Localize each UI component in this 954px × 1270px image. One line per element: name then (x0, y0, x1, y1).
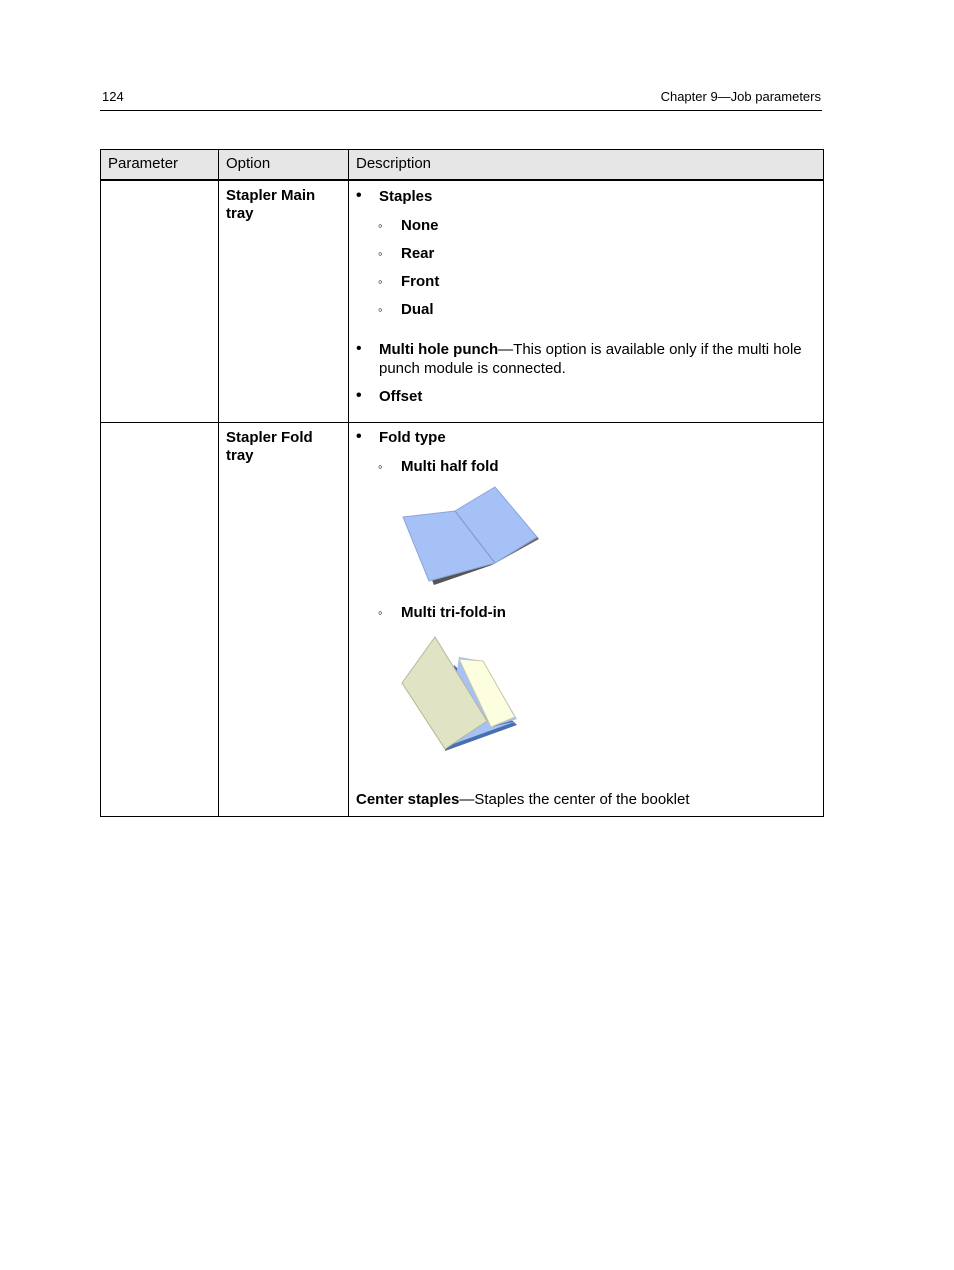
parameter-cell (101, 423, 219, 817)
sub-option-multi-tri-fold-in: ◦ Multi tri-fold-in (401, 603, 506, 622)
chapter-title: Chapter 9—Job parameters (660, 89, 821, 104)
center-staples-desc: —Staples the center of the booklet (459, 791, 690, 808)
description-stapler-fold-tray (349, 423, 824, 817)
table-header-row (101, 150, 824, 180)
column-header-option: Option (219, 150, 349, 180)
table-row (101, 180, 824, 423)
column-header-parameter: Parameter (101, 150, 219, 180)
bullet-staples: • Staples (379, 187, 432, 206)
column-header-description: Description (349, 150, 824, 180)
sub-option-multi-half-fold: ◦ Multi half fold (401, 457, 498, 476)
description-stapler-main-tray (349, 180, 824, 423)
bullet-multi-hole-punch (379, 340, 814, 378)
center-staples-label: Center staples (356, 791, 460, 808)
header-rule (100, 110, 822, 111)
parameter-cell (101, 180, 219, 423)
center-staples-line (356, 790, 690, 809)
sub-option-none: ◦ None (401, 216, 439, 235)
parameters-table (100, 149, 824, 817)
table-row (101, 423, 824, 817)
multi-hole-punch-label: Multi hole punch (379, 340, 499, 358)
bullet-offset: • Offset (379, 387, 422, 406)
option-stapler-main-tray: Stapler Main tray (219, 180, 349, 423)
sub-option-dual: ◦ Dual (401, 300, 434, 319)
sub-option-front: ◦ Front (401, 272, 439, 291)
multi-half-fold-illustration (399, 485, 544, 590)
page-number: 124 (102, 89, 124, 104)
multi-tri-fold-in-illustration (399, 635, 524, 755)
sub-option-rear: ◦ Rear (401, 244, 434, 263)
bullet-fold-type: • Fold type (379, 428, 446, 447)
option-stapler-fold-tray: Stapler Fold tray (219, 423, 349, 817)
multi-hole-punch-desc: —This option is available only if the multi hole punch module is connected. (379, 340, 802, 377)
